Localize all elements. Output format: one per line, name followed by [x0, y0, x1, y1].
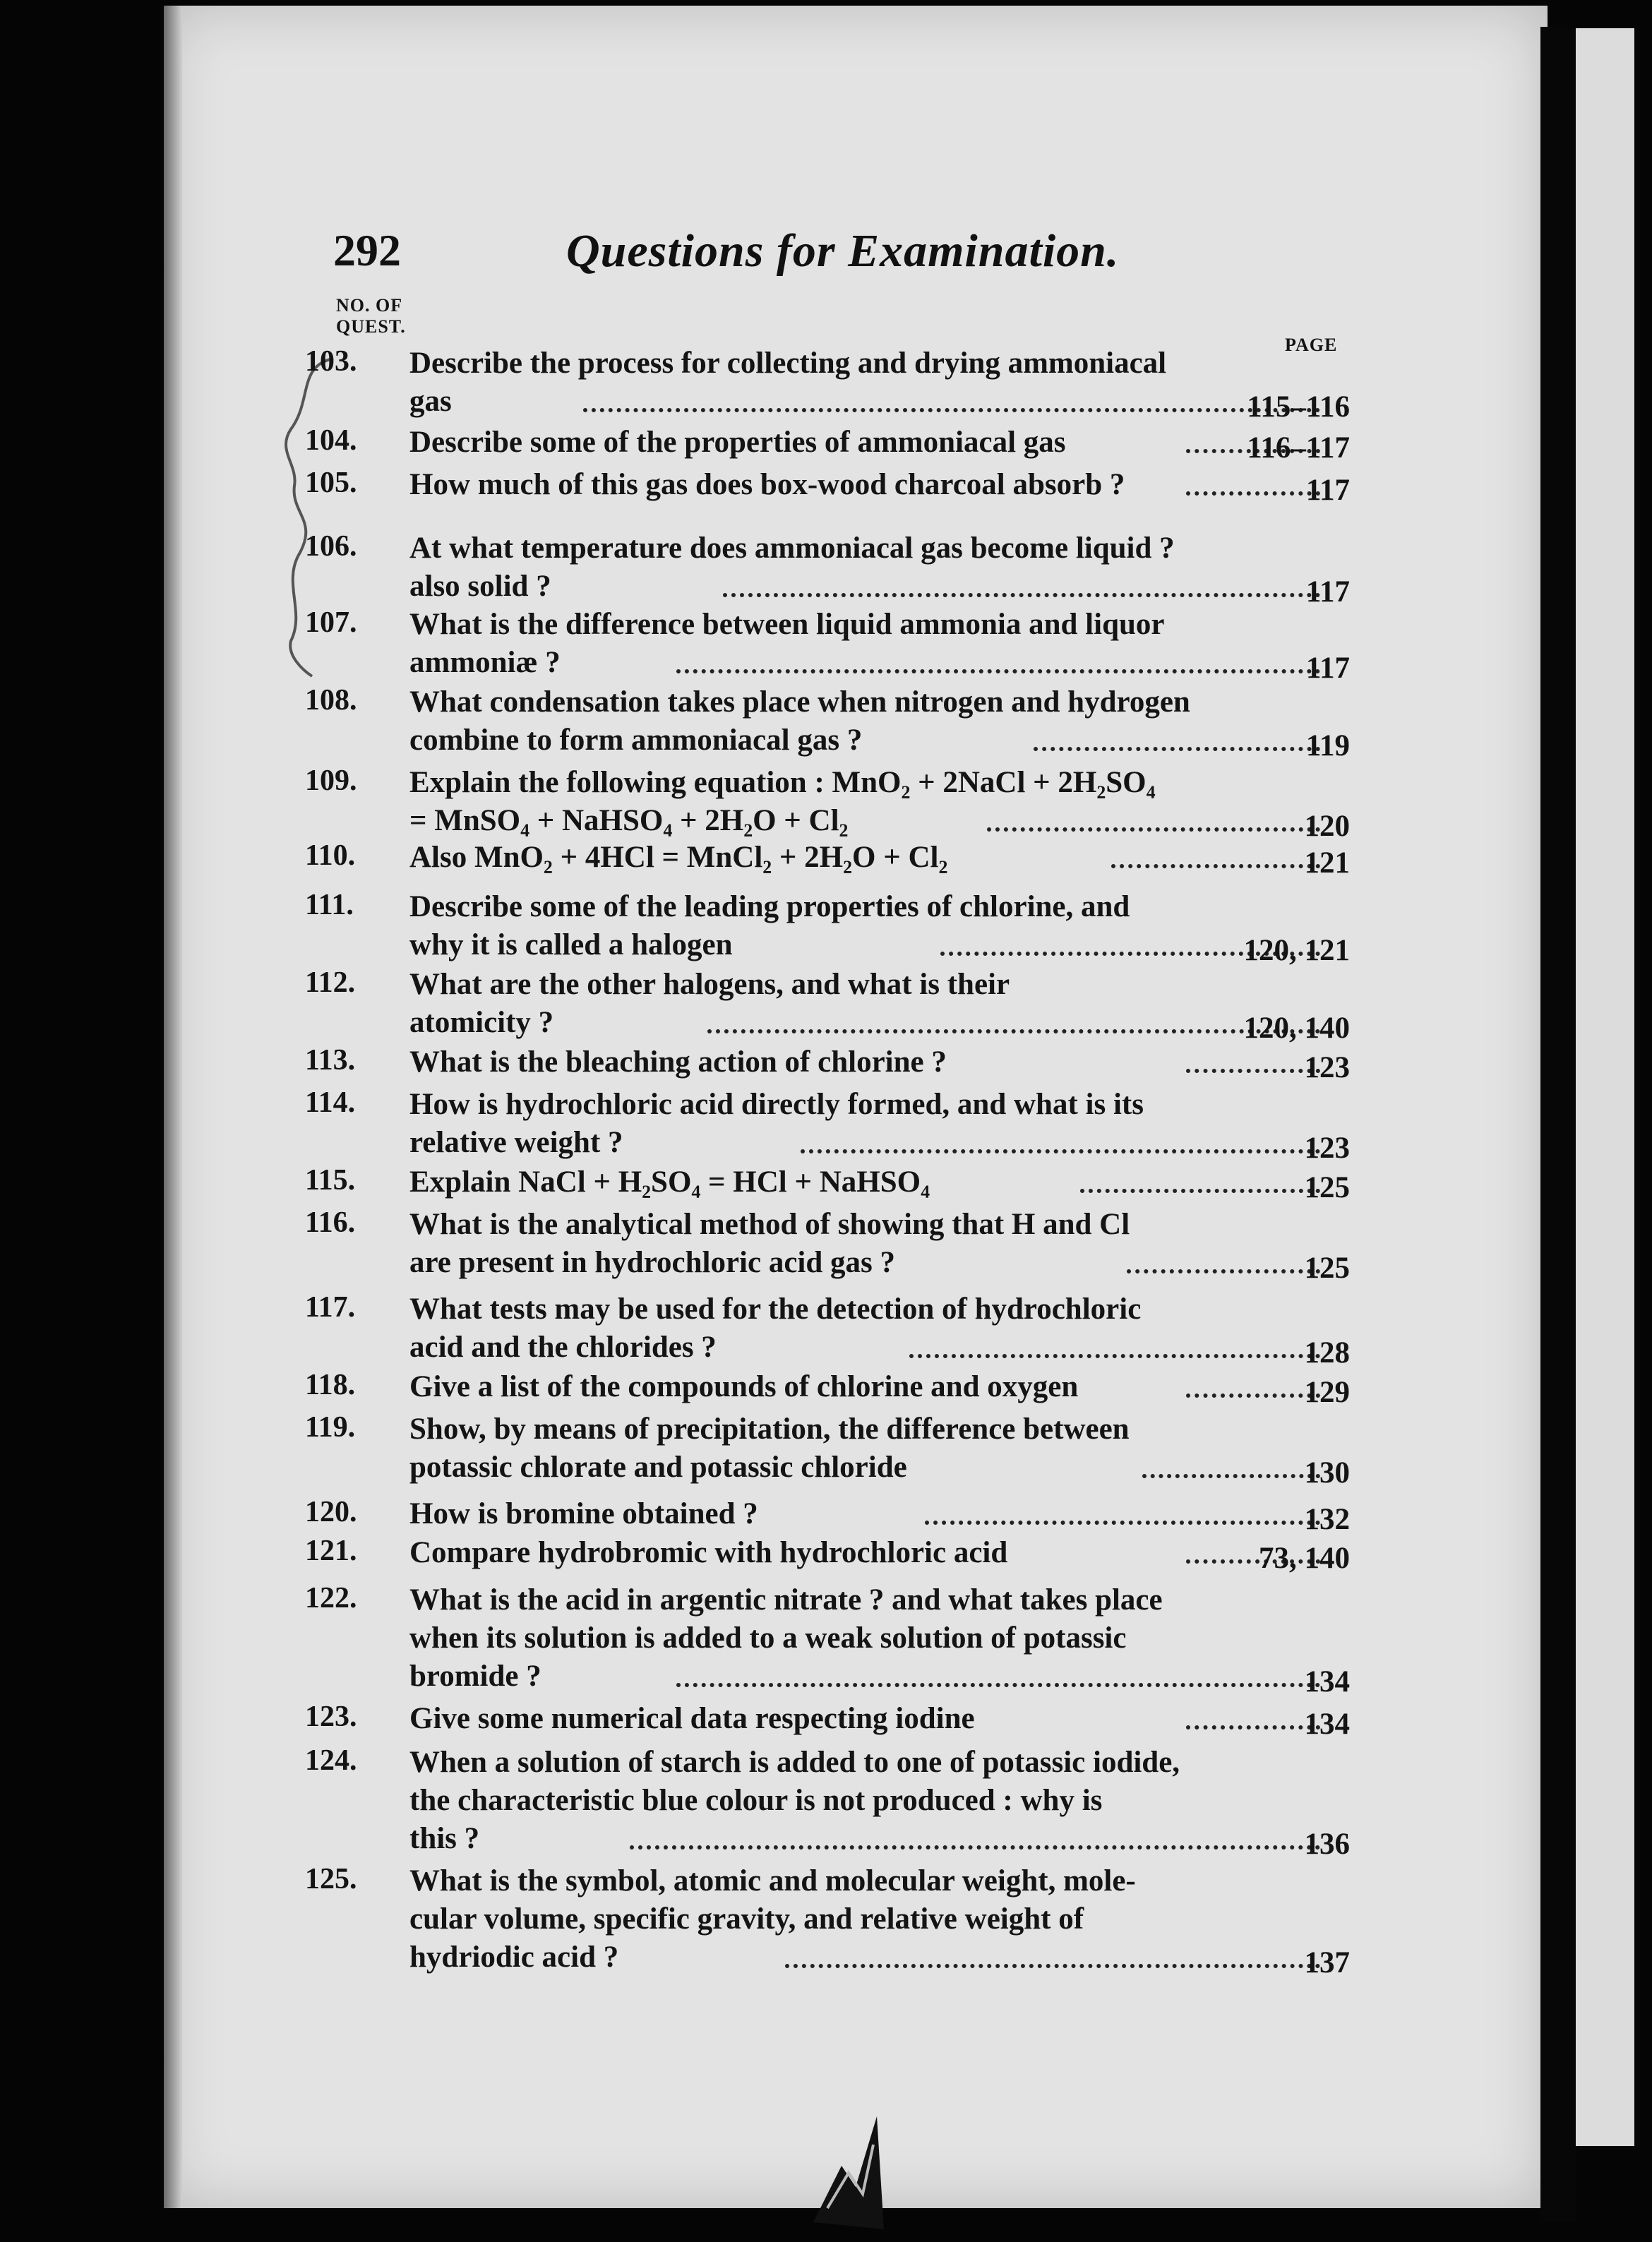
question-page-ref: 129: [1304, 1376, 1350, 1409]
question-number: 122.: [305, 1582, 357, 1614]
question-text: How is hydrochloric acid directly formed, and what is its relative weight ?: [409, 1088, 1144, 1159]
question-item: [305, 1290, 1350, 1374]
question-item: [305, 1368, 1350, 1413]
question-text: Give a list of the compounds of chlorine and oxygen: [409, 1370, 1079, 1403]
question-page-ref: 117: [1305, 474, 1350, 507]
question-number: 114.: [305, 1086, 356, 1119]
question-number: 104.: [305, 424, 357, 457]
page-column-heading: PAGE: [1285, 335, 1338, 355]
question-page-ref: 73, 140: [1259, 1542, 1350, 1575]
question-text: When a solution of starch is added to one of potassic iodide, the characteristic blue colour is not produced : why is this ?: [409, 1746, 1180, 1855]
question-page-ref: 125: [1304, 1252, 1350, 1285]
question-text: What tests may be used for the detection of hydrochloric acid and the chlorides ?: [409, 1293, 1142, 1364]
page-corner-fold: [799, 2102, 891, 2229]
question-number: 119.: [305, 1411, 356, 1444]
question-item: [305, 1410, 1350, 1494]
question-number: 120.: [305, 1496, 357, 1528]
question-text: Describe some of the leading properties of chlorine, and why it is called a halogen: [409, 890, 1130, 961]
question-text: Describe the process for collecting and drying ammoniacal gas: [409, 347, 1167, 418]
question-page-ref: 121: [1304, 846, 1350, 880]
question-text: What is the symbol, atomic and molecular weight, mole- cular volume, specific gravity, and relative weight of hydriodic acid ?: [409, 1864, 1136, 1974]
question-item: [305, 606, 1350, 689]
question-text: Give some numerical data respecting iodine: [409, 1702, 975, 1735]
question-number: 115.: [305, 1164, 356, 1197]
question-item: [305, 529, 1350, 613]
question-page-ref: 134: [1304, 1708, 1350, 1741]
question-text: How much of this gas does box-wood charcoal absorb ?: [409, 468, 1125, 501]
question-page-ref: 123: [1304, 1051, 1350, 1084]
question-number: 103.: [305, 345, 357, 378]
question-number: 121.: [305, 1535, 357, 1567]
number-column-heading: NO. OF QUEST.: [336, 295, 406, 337]
question-text: What is the difference between liquid ammonia and liquor ammoniæ ?: [409, 608, 1165, 679]
question-number: 110.: [305, 839, 356, 872]
question-text: At what temperature does ammoniacal gas become liquid ? also solid ?: [409, 532, 1175, 603]
question-item: [305, 888, 1350, 971]
question-text: Show, by means of precipitation, the difference between potassic chlorate and potassic chloride: [409, 1413, 1130, 1484]
question-page-ref: 134: [1304, 1665, 1350, 1698]
question-item: [305, 683, 1350, 767]
question-page-ref: 132: [1304, 1503, 1350, 1536]
question-item: [305, 424, 1350, 469]
question-text: Explain NaCl + H₂SO₄ = HCl + NaHSO₄: [409, 1165, 930, 1199]
question-number: 109.: [305, 765, 357, 797]
question-page-ref: 137: [1304, 1946, 1350, 1979]
question-page-ref: 116–117: [1247, 431, 1350, 464]
question-page-ref: 136: [1304, 1828, 1350, 1861]
question-text: Describe some of the properties of ammoniacal gas: [409, 426, 1066, 459]
question-number: 124.: [305, 1744, 357, 1777]
question-page-ref: 119: [1305, 729, 1350, 762]
question-item: [305, 966, 1350, 1049]
book-page: [164, 6, 1548, 2208]
page-title: Questions for Examination.: [566, 225, 1120, 277]
question-text: Compare hydrobromic with hydrochloric acid: [409, 1536, 1008, 1569]
question-page-ref: 117: [1305, 652, 1350, 685]
question-number: 111.: [305, 889, 354, 921]
question-text: What is the bleaching action of chlorine ?: [409, 1045, 947, 1079]
question-page-ref: 123: [1304, 1132, 1350, 1165]
question-page-ref: 115–116: [1247, 390, 1350, 424]
question-item: [305, 1534, 1350, 1579]
question-text: Explain the following equation : MnO₂ + 2NaCl + 2H₂SO₄ = MnSO₄ + NaHSO₄ + 2H₂O + Cl₂: [409, 766, 1156, 837]
question-item: [305, 466, 1350, 511]
question-item: [305, 764, 1350, 847]
question-number: 112.: [305, 966, 356, 999]
question-item: [305, 1862, 1350, 1984]
question-page-ref: 120: [1304, 810, 1350, 843]
question-number: 106.: [305, 530, 357, 563]
question-number: 125.: [305, 1863, 357, 1895]
question-text: How is bromine obtained ?: [409, 1497, 758, 1530]
question-page-ref: 130: [1304, 1456, 1350, 1489]
question-number: 107.: [305, 606, 357, 639]
question-item: [305, 1700, 1350, 1745]
question-number: 118.: [305, 1369, 356, 1401]
question-page-ref: 120, 121: [1243, 934, 1350, 967]
question-number: 116.: [305, 1206, 356, 1239]
question-page-ref: 117: [1305, 575, 1350, 609]
question-item: [305, 1086, 1350, 1169]
question-item: [305, 1206, 1350, 1289]
question-item: [305, 1043, 1350, 1089]
question-text: Also MnO₂ + 4HCl = MnCl₂ + 2H₂O + Cl₂: [409, 841, 948, 874]
question-text: What are the other halogens, and what is their atomicity ?: [409, 968, 1010, 1039]
question-number: 108.: [305, 684, 357, 717]
question-page-ref: 120, 140: [1243, 1012, 1350, 1045]
question-page-ref: 128: [1304, 1336, 1350, 1369]
question-list: [164, 6, 1548, 2208]
question-number: 117.: [305, 1291, 356, 1324]
question-text: What condensation takes place when nitrogen and hydrogen combine to form ammoniacal gas ?: [409, 685, 1190, 757]
question-text: What is the acid in argentic nitrate ? and what takes place when its solution is added to a weak solution of potassic bromide ?: [409, 1583, 1163, 1693]
question-item: [305, 839, 1350, 884]
page-number: 292: [333, 225, 401, 275]
question-number: 113.: [305, 1044, 356, 1077]
question-text: What is the analytical method of showing that H and Cl are present in hydrochloric acid gas ?: [409, 1208, 1130, 1279]
question-item: [305, 1744, 1350, 1865]
question-item: [305, 1163, 1350, 1209]
question-number: 105.: [305, 467, 357, 499]
question-item: [305, 344, 1350, 428]
question-page-ref: 125: [1304, 1171, 1350, 1204]
question-number: 123.: [305, 1701, 357, 1733]
question-item: [305, 1581, 1350, 1703]
